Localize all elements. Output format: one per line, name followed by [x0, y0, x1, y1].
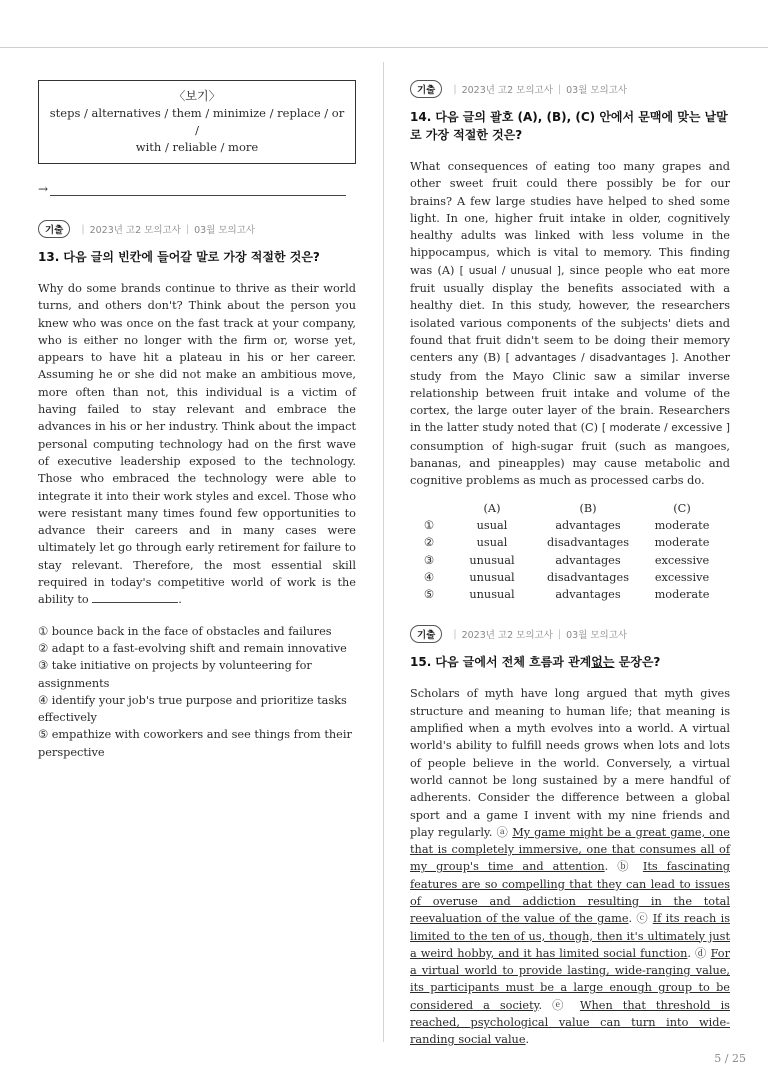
answer-line: [38, 182, 356, 196]
option-c: moderate: [654, 588, 710, 602]
q15-sentence-d: For a virtual world to provide lasting, wide-ranging value, its participants must be a large enough group to be considered a society: [410, 946, 730, 1012]
header-cell: [410, 500, 448, 517]
option-c: moderate: [654, 519, 710, 533]
option-b: advantages: [555, 588, 621, 602]
q13-meta-month: 03월 모의고사: [194, 225, 256, 236]
option-b: disadvantages: [547, 536, 629, 550]
option-b: disadvantages: [547, 570, 629, 584]
meta-separator: |: [453, 628, 457, 640]
header-rule: [0, 47, 768, 48]
q13-title: 13. 다음 글의 빈칸에 들어갈 말로 가장 적절한 것은?: [38, 250, 320, 264]
q13-blank: [92, 592, 178, 603]
q14-meta: [410, 80, 730, 98]
option-a: unusual: [469, 570, 515, 584]
bogi-line-2: with / reliable / more: [135, 140, 259, 154]
option-c: moderate: [654, 536, 710, 550]
q14-bracket-a: [ usual / unusual ]: [459, 264, 561, 277]
q14-badge: 기출: [410, 80, 442, 98]
option-a: unusual: [469, 588, 515, 602]
option-a: usual: [476, 519, 508, 533]
q14-options-table: [410, 500, 724, 604]
arrow-icon: →: [38, 182, 49, 196]
table-row[interactable]: [410, 586, 724, 603]
q14-meta-exam: 2023년 고2 모의고사: [461, 85, 553, 96]
q15-marker-d: . ⓓ: [687, 946, 711, 960]
option-c: excessive: [654, 570, 710, 584]
meta-separator: |: [557, 83, 562, 95]
q15-intro: Scholars of myth have long argued that myth gives structure and meaning to human life; that meaning is amplified when a myth evolves into a world. A virtual world's ability to fulfill needs grows when lots and lots of people believe in the world. Conversely, a virtual world cannot be long sustained by a mere handful of adherents. Consider the difference between a global sport and a game I invent with my nine friends and play regularly.: [410, 687, 730, 839]
option-number: ②: [423, 536, 435, 550]
q13-choice-3[interactable]: ③ take initiative on projects by volunteering for assignments: [38, 659, 312, 690]
bogi-line-1: steps / alternatives / them / minimize / replace / or /: [49, 106, 345, 137]
q15-meta: [410, 625, 730, 643]
q15-title: [410, 653, 730, 671]
q15-marker-b: . ⓑ: [604, 860, 643, 874]
meta-separator: |: [81, 223, 85, 235]
q15-sentence-a: My game might be a great game, one that is completely immersive, one that consumes all of my group's time and attention: [410, 825, 730, 874]
q13-choice-4[interactable]: ④ identify your job's true purpose and prioritize tasks effectively: [38, 693, 347, 725]
bogi-box: [38, 80, 356, 164]
left-column: [38, 80, 356, 761]
header-cell: (A): [483, 501, 501, 515]
q14-text-4: consumption of high-sugar fruit (such as mangoes, bananas, and pineapples) may cause metabolic and cognitive problems as much as processed carbs do.: [410, 439, 730, 488]
q13-badge: 기출: [38, 220, 70, 238]
q13-choices: [38, 623, 356, 761]
q15-badge: 기출: [410, 625, 442, 643]
q13-choice-1[interactable]: ① bounce back in the face of obstacles and failures: [38, 624, 332, 638]
q15-meta-month: 03월 모의고사: [566, 630, 628, 642]
column-divider: [383, 62, 384, 1042]
q13-choice-5[interactable]: ⑤ empathize with coworkers and see things from their perspective: [38, 728, 352, 759]
meta-separator: |: [557, 628, 562, 640]
right-column: [410, 80, 730, 1049]
q14-text-1: What consequences of eating too many grapes and other sweet fruit could there possibly be for our brains? A few large studies have helped to shed some light. In one, higher fruit intake in older, cognitively healthy adults was linked with less volume in the hippocampus, which is vital to memory. This finding was (A): [410, 160, 730, 277]
q14-bracket-b: [ advantages / disadvantages ]: [505, 352, 676, 365]
q15-sentence-b: Its fascinating features are so compelling that they can lead to issues of overuse and addiction resulting in the total reevaluation of the value of the game: [410, 860, 730, 926]
q13-meta-exam: 2023년 고2 모의고사: [89, 225, 181, 236]
option-number: ④: [423, 570, 435, 584]
q15-title-a: 15. 다음 글에서 전체 흐름과 관계: [410, 655, 592, 670]
option-b: advantages: [555, 519, 621, 533]
q13-choice-2[interactable]: ② adapt to a fast-evolving shift and remain innovative: [38, 641, 347, 655]
option-b: advantages: [555, 553, 621, 567]
q14-text-2: , since people who eat more fruit usually display the benefits associated with a healthy diet. In this study, however, the researchers isolated various components of the subjects' diets and found that fruit didn't seem to be doing their memory centers any (B): [410, 263, 730, 365]
meta-separator: |: [185, 223, 190, 235]
q13-passage: [38, 280, 356, 609]
q15-title-underlined: 없는: [591, 655, 615, 670]
table-row[interactable]: [410, 517, 724, 534]
option-c: excessive: [654, 553, 710, 567]
q15-marker-c: . ⓒ: [628, 912, 653, 926]
q14-meta-month: 03월 모의고사: [566, 85, 628, 96]
header-cell: (B): [579, 501, 597, 515]
page-number: 5 / 25: [714, 1052, 746, 1065]
table-row[interactable]: [410, 534, 724, 551]
q14-text-3: . Another study from the Mayo Clinic saw a similar inverse relationship between fruit intake and volume of the cortex, the large outer layer of the brain. Researchers in the latter study noted that (C): [410, 351, 730, 435]
option-a: unusual: [469, 553, 515, 567]
q15-end: .: [525, 1033, 530, 1047]
option-number: ③: [423, 553, 435, 567]
answer-blank: [50, 183, 346, 196]
q13-passage-end: .: [178, 593, 182, 607]
q15-meta-exam: 2023년 고2 모의고사: [461, 630, 553, 642]
q14-passage: [410, 158, 730, 490]
q14-options-header: [410, 500, 724, 517]
q15-marker-e: . ⓔ: [538, 998, 580, 1012]
q15-marker-a: ⓐ: [496, 825, 513, 839]
q13-passage-text: Why do some brands continue to thrive as their world turns, and others don't? Think about the person you knew who was once on the fast track at your company, who is either no longer with the firm or, worse yet, appears to have hit a plateau in his or her career. Assuming he or she did not make an ambitious move, more often than not, this individual is a victim of having failed to stay relevant and embrace the advances in his or her industry. Think about the impact personal computing technology had on the first wave of executive leadership exposed to the technology. Those who embraced the technology were able to integrate it into their work styles and excel. Those who were resistant many times found few opportunities to advance their careers and in many cases were ultimately let go through early retirement for failure to stay relevant. Therefore, the most essential skill required in today's competitive world of work is the ability to: [38, 282, 356, 607]
table-row[interactable]: [410, 569, 724, 586]
option-a: usual: [476, 536, 508, 550]
q15-passage: [410, 685, 730, 1048]
q14-title: 14. 다음 글의 괄호 (A), (B), (C) 안에서 문맥에 맞는 낱말로 가장 적절한 것은?: [410, 110, 728, 142]
option-number: ⑤: [423, 588, 435, 602]
header-cell: (C): [673, 501, 691, 515]
table-row[interactable]: [410, 552, 724, 569]
bogi-title: 〈보기〉: [173, 89, 221, 103]
q13-meta: [38, 220, 356, 238]
q15-sentence-e: When that threshold is reached, psychological value can turn into wide-randing social value: [410, 998, 730, 1047]
option-number: ①: [423, 519, 435, 533]
q15-title-b: 문장은?: [614, 655, 661, 670]
q15-sentence-c: If its reach is limited to the ten of us, though, then it's ultimately just a weird hobby, and it has limited social function: [410, 912, 730, 960]
q14-bracket-c: [ moderate / excessive ]: [601, 422, 730, 435]
meta-separator: |: [453, 83, 457, 95]
